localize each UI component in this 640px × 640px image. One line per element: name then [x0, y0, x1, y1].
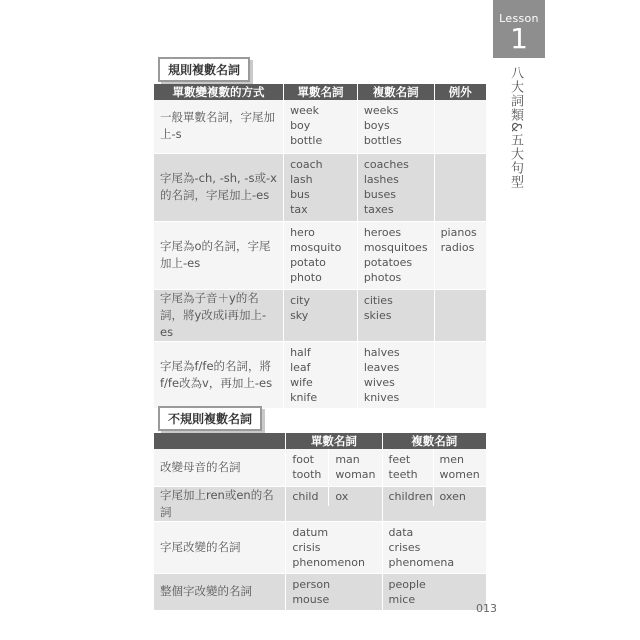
word: hero	[290, 225, 315, 239]
singular-cell	[286, 449, 382, 486]
word: potato	[290, 255, 326, 269]
exceptions-cell	[434, 221, 486, 289]
word: buses	[363, 187, 397, 201]
word: weeks	[363, 104, 399, 117]
singular-cell	[284, 100, 358, 153]
word: wife	[290, 375, 313, 389]
header-singular: 單數名詞	[284, 84, 358, 100]
word: woman	[335, 468, 376, 481]
word: mice	[388, 592, 416, 606]
plural-cell	[382, 521, 486, 573]
rule-cell: 字尾為子音＋y的名詞，將y改成i再加上-es	[154, 289, 284, 341]
word: city	[290, 293, 311, 307]
regular-plural-table	[154, 84, 486, 409]
word: lash	[290, 172, 313, 186]
word-group	[329, 487, 381, 506]
word: foot	[292, 453, 314, 466]
word: women	[439, 468, 480, 481]
singular-cell	[284, 289, 358, 341]
word: wives	[363, 375, 395, 389]
plural-cell	[357, 341, 434, 408]
word: people	[388, 577, 426, 591]
rule-cell: 一般單數名詞，字尾加上-s	[154, 100, 284, 153]
plural-cell	[382, 449, 486, 486]
singular-cell	[284, 153, 358, 221]
word: phenomena	[388, 555, 455, 569]
regular-plural-label: 規則複數名詞	[158, 57, 250, 82]
word: mouse	[292, 592, 330, 606]
word: data	[388, 525, 414, 539]
irregular-plural-table	[154, 433, 486, 611]
header-rule	[154, 433, 286, 449]
table-row	[154, 221, 486, 289]
word: taxes	[363, 202, 394, 216]
header-rule: 單數變複數的方式	[154, 84, 284, 100]
rule-cell: 字尾為-ch, -sh, -s或-x的名詞，字尾加上-es	[154, 153, 284, 221]
word: coach	[290, 157, 323, 171]
word: sky	[290, 308, 309, 322]
rule-cell: 改變母音的名詞	[154, 449, 286, 486]
rule-cell: 字尾為f/fe的名詞，將f/fe改為v，再加上-es	[154, 341, 284, 408]
word: phenomenon	[292, 555, 365, 569]
word-group	[329, 449, 381, 485]
irregular-plural-label: 不規則複數名詞	[158, 406, 262, 431]
word: radios	[440, 240, 475, 254]
word: knife	[290, 390, 318, 404]
singular-cell	[286, 486, 382, 521]
word: boys	[363, 119, 390, 132]
table-row	[154, 449, 486, 486]
word-group	[434, 449, 487, 485]
plural-cell	[357, 100, 434, 153]
word: crises	[388, 540, 421, 554]
exceptions-cell	[434, 289, 486, 341]
word: oxen	[439, 489, 466, 503]
word: heroes	[363, 225, 402, 239]
word-group	[383, 449, 434, 485]
plural-cell	[357, 289, 434, 341]
singular-cell	[286, 521, 382, 573]
word: tax	[290, 202, 308, 216]
word: skies	[363, 308, 392, 322]
word-group	[434, 487, 487, 506]
table-row	[154, 100, 486, 153]
word: bus	[290, 187, 310, 201]
word: halves	[363, 345, 400, 359]
lesson-tab	[493, 0, 545, 58]
singular-cell	[284, 221, 358, 289]
plural-cell	[357, 221, 434, 289]
rule-cell: 整個字改變的名詞	[154, 573, 286, 610]
word: boy	[290, 119, 311, 132]
word: coaches	[363, 157, 409, 171]
word: mosquito	[290, 240, 342, 254]
word: cities	[363, 293, 393, 307]
lesson-number: 1	[510, 22, 528, 55]
word: feet	[388, 453, 411, 466]
word: photos	[363, 270, 402, 284]
lesson-word: Lesson	[499, 12, 539, 25]
word: men	[439, 453, 464, 466]
word-group	[383, 487, 434, 506]
word: half	[290, 345, 311, 359]
word: bottles	[363, 134, 402, 147]
word: bottle	[290, 134, 323, 147]
word: leaves	[363, 360, 400, 374]
table-row	[154, 521, 486, 573]
exceptions-cell	[434, 341, 486, 408]
header-exceptions: 例外	[434, 84, 486, 100]
page-number: 013	[476, 602, 497, 615]
word: knives	[363, 390, 400, 404]
word: leaf	[290, 360, 311, 374]
singular-cell	[286, 573, 382, 610]
word: datum	[292, 525, 329, 539]
table-row	[154, 153, 486, 221]
word: man	[335, 453, 360, 466]
exceptions-cell	[434, 100, 486, 153]
word-group	[286, 449, 329, 485]
rule-cell: 字尾改變的名詞	[154, 521, 286, 573]
word: teeth	[388, 468, 418, 481]
word: children	[388, 489, 433, 503]
exceptions-cell	[434, 153, 486, 221]
header-singular: 單數名詞	[286, 433, 382, 449]
table-row	[154, 341, 486, 408]
word: pianos	[440, 225, 477, 239]
rule-cell: 字尾加上ren或en的名詞	[154, 486, 286, 521]
word: person	[292, 577, 331, 591]
word: crisis	[292, 540, 321, 554]
word: photo	[290, 270, 322, 284]
header-plural: 複數名詞	[382, 433, 486, 449]
word: child	[292, 489, 319, 503]
word: tooth	[292, 468, 322, 481]
plural-cell	[382, 573, 486, 610]
word: potatoes	[363, 255, 413, 269]
table-row	[154, 289, 486, 341]
word: lashes	[363, 172, 399, 186]
rule-cell: 字尾為o的名詞，字尾加上-es	[154, 221, 284, 289]
word: mosquitoes	[363, 240, 428, 254]
singular-cell	[284, 341, 358, 408]
table-row	[154, 486, 486, 521]
header-plural: 複數名詞	[357, 84, 434, 100]
plural-cell	[382, 486, 486, 521]
word: week	[290, 104, 319, 117]
word: ox	[335, 489, 349, 503]
word-group	[286, 487, 329, 506]
table-row	[154, 573, 486, 610]
plural-cell	[357, 153, 434, 221]
chapter-side-title: 八大詞類&五大句型	[508, 66, 523, 190]
table-header-row	[154, 433, 486, 449]
table-header-row	[154, 84, 486, 100]
